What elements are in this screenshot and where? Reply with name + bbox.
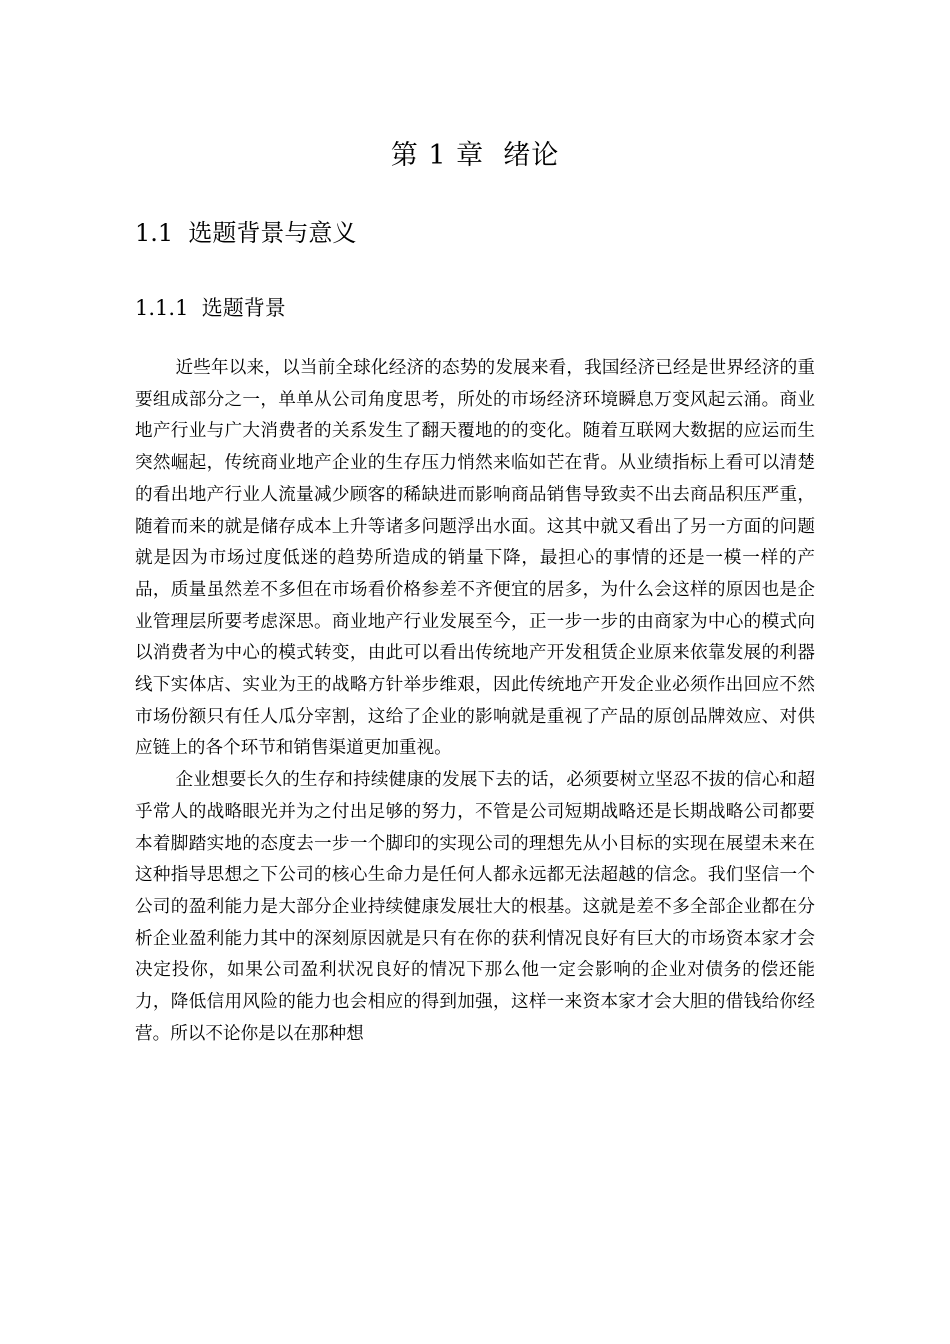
paragraph-background: 近些年以来，以当前全球化经济的态势的发展来看，我国经济已经是世界经济的重要组成部分之一，单单从公司角度思考，所处的市场经济环境瞬息万变风起云涌。商业地产行业与广大消费者的关系发生了翻天覆地的的变化。随着互联网大数据的应运而生突然崛起，传统商业地产企业的生存压力悄然来临如芒在背。从业绩指标上看可以清楚的看出地产行业人流量减少顾客的稀缺进而影响商品销售导致卖不出去商品积压严重，随着而来的就是储存成本上升等诸多问题浮出水面。这其中就又看出了另一方面的问题就是因为市场过度低迷的趋势所造成的销量下降，最担心的事情的还是一模一样的产品，质量虽然差不多但在市场看价格参差不齐便宜的居多，为什么会这样的原因也是企业管理层所要考虑深思。商业地产行业发展至今，正一步一步的由商家为中心的模式向以消费者为中心的模式转变，由此可以看出传统地产开发租赁企业原来依靠发展的利器线下实体店、实业为王的战略方针举步维艰，因此传统地产开发企业必须作出回应不然市场份额只有任人瓜分宰割，这给了企业的影响就是重视了产品的原创品牌效应、对供应链上的各个环节和销售渠道更加重视。 [135,358,815,759]
section-heading: 1.1 选题背景与意义 [135,219,357,247]
subsection-heading: 1.1.1 选题背景 [135,296,286,320]
chapter-title: 第 1 章 绪论 [390,140,560,171]
paragraph-profitability: 企业想要长久的生存和持续健康的发展下去的话，必须要树立坚忍不拔的信心和超乎常人的战略眼光并为之付出足够的努力，不管是公司短期战略还是长期战略公司都要本着脚踏实地的态度去一步一个脚印的实现公司的理想先从小目标的实现在展望未来在这种指导思想之下公司的核心生命力是任何人都永远都无法超越的信念。我们坚信一个公司的盈利能力是大部分企业持续健康发展壮大的根基。这就是差不多全部企业都在分析企业盈利能力其中的深刻原因就是只有在你的获利情况良好有巨大的市场资本家才会决定投你，如果公司盈利状况良好的情况下那么他一定会影响的企业对债务的偿还能力，降低信用风险的能力也会相应的得到加强，这样一来资本家才会大胆的借钱给你经营。所以不论你是以在那种想 [135,770,815,1044]
body-text [135,353,815,1050]
